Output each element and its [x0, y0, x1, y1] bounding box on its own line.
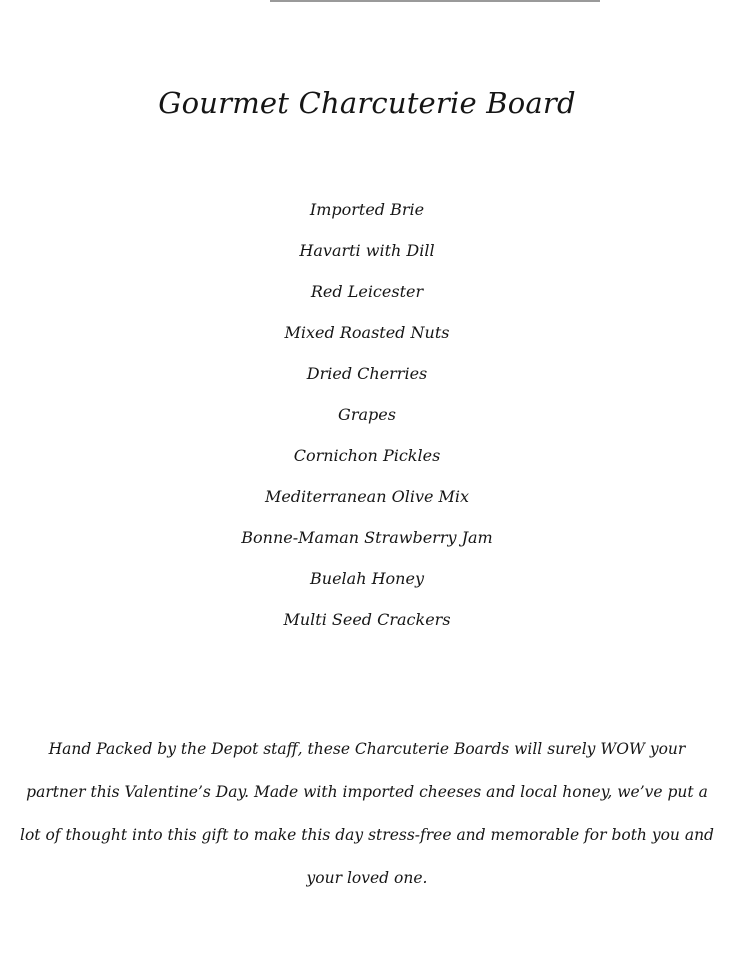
list-item: Buelah Honey: [310, 569, 424, 588]
page-title: Gourmet Charcuterie Board: [158, 86, 576, 120]
list-item: Red Leicester: [310, 282, 424, 301]
list-item: Dried Cherries: [306, 364, 428, 383]
list-item: Multi Seed Crackers: [283, 610, 451, 629]
list-item: Imported Brie: [309, 200, 425, 219]
list-item: Mediterranean Olive Mix: [264, 487, 470, 506]
list-item: Mixed Roasted Nuts: [284, 323, 450, 342]
list-item: Cornichon Pickles: [293, 446, 441, 465]
list-item: Bonne-Maman Strawberry Jam: [241, 528, 493, 547]
list-item: Grapes: [338, 405, 396, 424]
item-list: [0, 198, 734, 649]
description-paragraph: Hand Packed by the Depot staff, these Charcuterie Boards will surely WOW your partner this Valentine’s Day. Made with imported cheeses and local honey, we’ve put a lot of thought into this gift to make this day stress-free and memorable for both you and your loved one.: [20, 740, 714, 887]
top-divider: [270, 0, 600, 2]
list-item: Havarti with Dill: [299, 241, 435, 260]
